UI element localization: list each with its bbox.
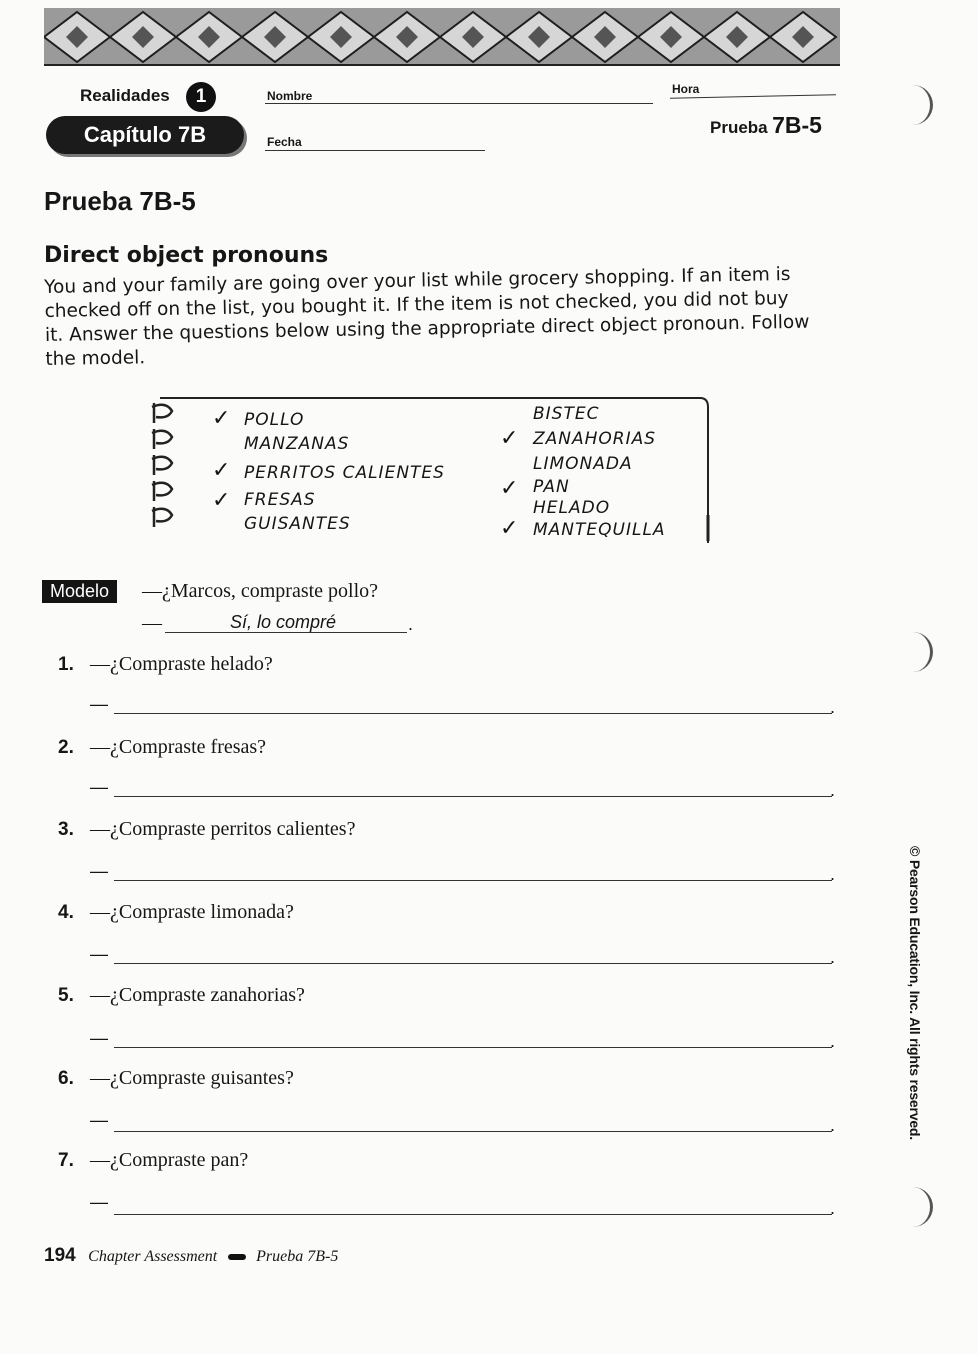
page-number: 194 [44,1245,76,1266]
diamond-pattern-banner [44,8,840,66]
answer-line[interactable] [114,796,832,797]
footer-chapter-assessment: Chapter Assessment [88,1248,218,1265]
answer-line[interactable] [114,880,832,881]
nombre-field[interactable] [265,103,653,104]
answer-line[interactable] [114,1214,832,1215]
shopping-list [140,393,715,553]
instructions: You and your family are going over your list while grocery shopping. If an item is checked off on the list, you bought it. If the item is not checked, you did not buy it. Answer the questions below using the appropriate direct object pronoun. Follow the model. [44,263,810,370]
modelo-answer: Sí, lo compré [230,612,337,632]
answer-dash: — [90,777,108,797]
list-item-left: PERRITOS CALIENTES [244,463,445,483]
question-number: 7. [58,1150,74,1171]
list-item-right: MANTEQUILLA [533,520,666,540]
modelo-question: —¿Marcos, compraste pollo? [142,580,379,602]
answer-dash: — [90,944,108,964]
answer-period: . [830,780,836,800]
answer-dash: — [90,861,108,881]
modelo-dash: — [142,612,162,634]
question-text: —¿Compraste limonada? [90,901,294,923]
answer-line[interactable] [114,1131,832,1132]
answer-period: . [830,1198,836,1218]
answer-line[interactable] [114,963,832,964]
question-text: —¿Compraste perritos calientes? [90,818,356,840]
question-text: —¿Compraste fresas? [90,736,267,758]
question-text: —¿Compraste guisantes? [90,1067,294,1089]
list-item-right: HELADO [533,498,611,518]
question-number: 5. [58,985,74,1006]
book-title: Realidades [80,86,170,105]
section-heading: Direct object pronouns [44,243,329,268]
question-number: 4. [58,902,74,923]
list-item-left: GUISANTES [244,514,351,534]
footer-separator [228,1254,246,1260]
answer-dash: — [90,1028,108,1048]
modelo-badge: Modelo [42,580,117,603]
question-number: 3. [58,819,74,840]
checkmark-icon: ✓ [500,515,519,540]
fecha-field[interactable] [265,150,485,151]
question-number: 6. [58,1068,74,1089]
answer-period: . [830,947,836,967]
header-prueba-number: 7B-5 [772,112,822,138]
list-item-right: BISTEC [533,404,600,424]
header-prueba [710,112,822,139]
list-item-left: MANZANAS [244,434,350,454]
checkmark-icon: ✓ [500,475,519,500]
list-item-left: FRESAS [244,490,316,510]
checkmark-icon: ✓ [212,457,231,482]
fecha-label: Fecha [267,135,302,149]
checkmark-icon: ✓ [500,425,519,450]
chapter-pill: Capítulo 7B [46,116,244,154]
question-text: —¿Compraste pan? [90,1149,249,1171]
answer-dash: — [90,1192,108,1212]
checkmark-icon: ✓ [212,487,231,512]
question-text: —¿Compraste helado? [90,653,273,675]
answer-period: . [830,1115,836,1135]
binder-hole [905,632,933,672]
answer-dash: — [90,1110,108,1130]
modelo-period: . [408,614,414,634]
hora-label: Hora [672,82,700,96]
binder-hole [905,85,933,125]
answer-period: . [830,697,836,717]
level-number-badge: 1 [186,82,216,112]
answer-period: . [830,864,836,884]
header-prueba-word: Prueba [710,118,768,137]
list-item-right: ZANAHORIAS [533,429,657,449]
copyright-notice: © Pearson Education, Inc. All rights reserved. [907,846,923,1140]
answer-line[interactable] [114,713,832,714]
question-number: 1. [58,654,74,675]
spiral-binding-icon [152,403,172,527]
binder-hole [905,1187,933,1227]
answer-dash: — [90,694,108,714]
answer-line[interactable] [114,1047,832,1048]
question-number: 2. [58,737,74,758]
checkmark-icon: ✓ [212,405,231,430]
header-rule [44,64,840,66]
list-item-right: PAN [533,477,570,497]
list-item-left: POLLO [244,410,305,430]
page-footer [44,1245,338,1267]
footer-prueba: Prueba 7B-5 [256,1248,339,1265]
nombre-label: Nombre [267,89,313,103]
page-title: Prueba 7B-5 [44,186,196,216]
question-text: —¿Compraste zanahorias? [90,984,305,1006]
answer-period: . [830,1031,836,1051]
list-item-right: LIMONADA [533,454,633,474]
